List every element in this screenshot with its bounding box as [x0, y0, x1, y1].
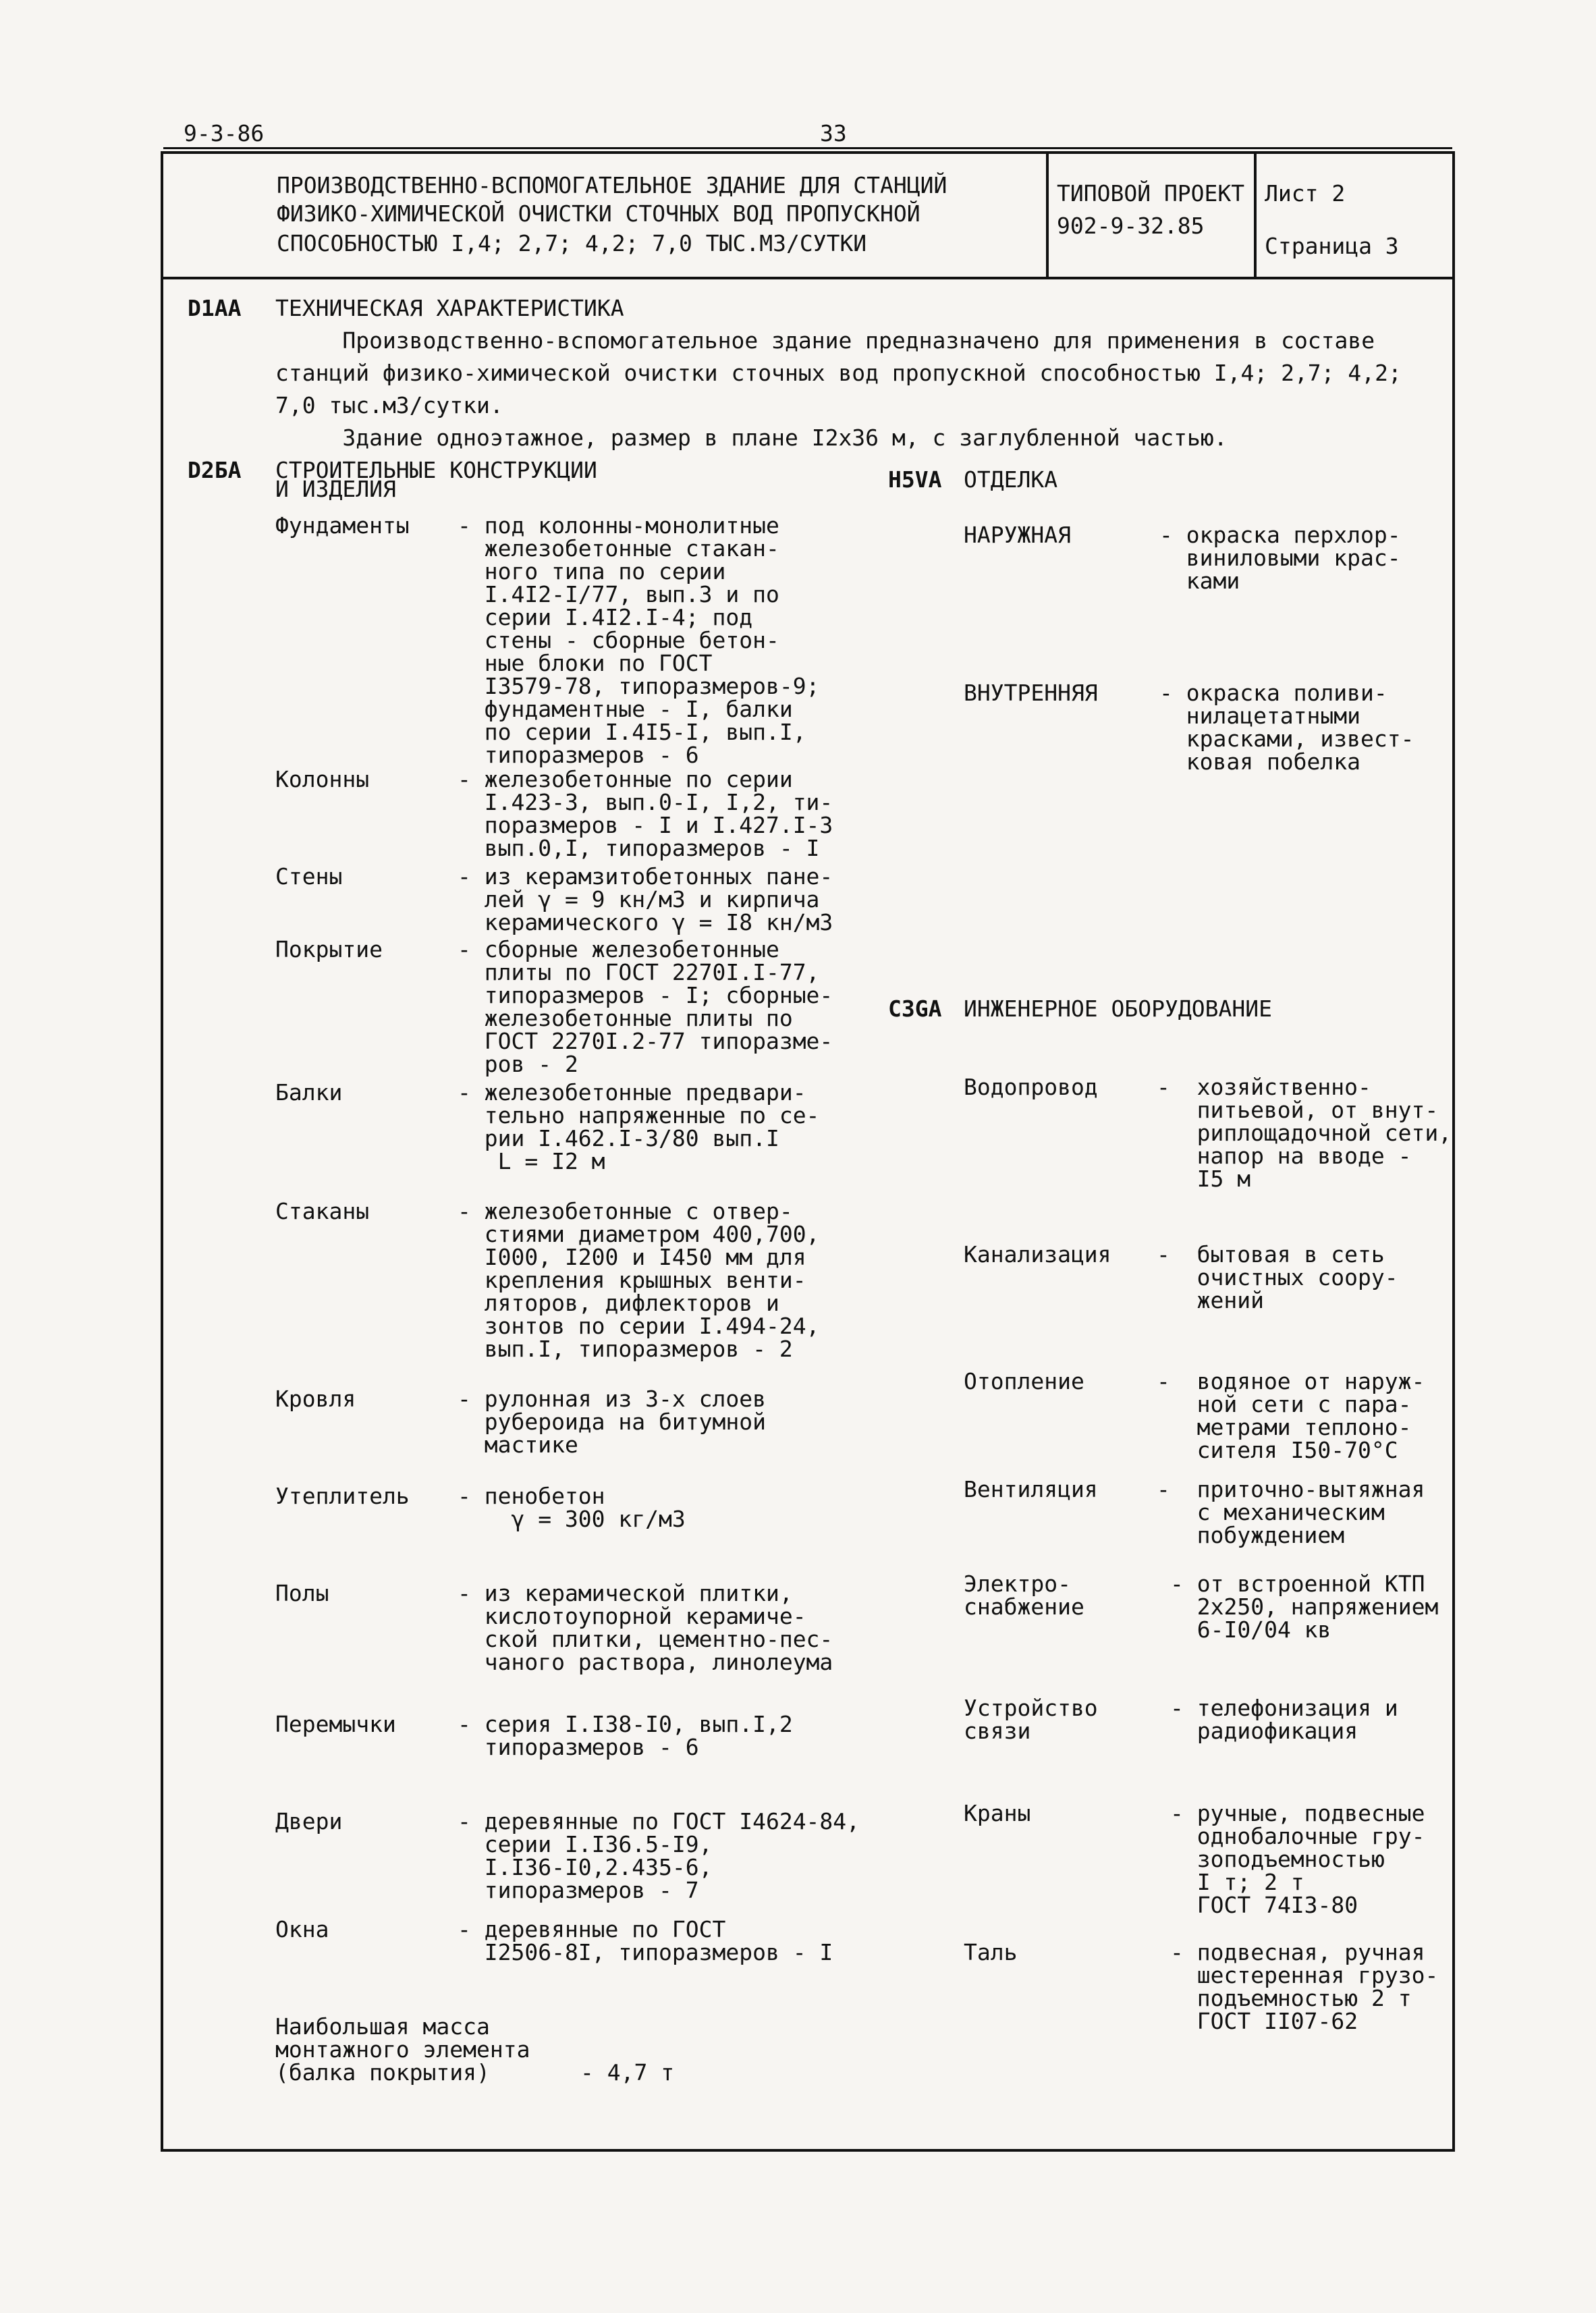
- constr-label: Покрытие: [275, 936, 383, 962]
- tech-line-1: Производственно-вспомогательное здание предназначено для применения в составе: [275, 327, 1375, 354]
- equip-text: - водяное от наруж- ной сети с пара- метрами теплоно- сителя I50-70°С: [1157, 1368, 1425, 1463]
- constr-label: Окна: [275, 1916, 329, 1942]
- constr-text: - деревянные по ГОСТ I2506-8I, типоразмеров - I: [458, 1916, 833, 1965]
- project-label: ТИПОВОЙ ПРОЕКТ: [1057, 180, 1245, 207]
- tech-title: ТЕХНИЧЕСКАЯ ХАРАКТЕРИСТИКА: [275, 295, 624, 321]
- constr-text: - серия I.I38-I0, вып.I,2 типоразмеров - 6: [458, 1711, 793, 1760]
- equipment-code: C3GA: [888, 996, 942, 1022]
- constr-label: Колонны: [275, 766, 370, 792]
- constr-label: Двери: [275, 1808, 343, 1834]
- equip-label: Устройство связи: [964, 1695, 1098, 1744]
- equip-text: - хозяйственно- питьевой, от внут- риплощадочной сети, напор на вводе - I5 м: [1157, 1074, 1452, 1192]
- constr-text: - сборные железобетонные плиты по ГОСТ 2270I.I-77, типоразмеров - I; сборные- железобетонные плиты по ГОСТ 2270I.2-77 типоразме- ров - 2: [458, 936, 833, 1077]
- tech-line-3: 7,0 тыс.м3/сутки.: [275, 392, 503, 418]
- constr-text: - пенобетон γ = 300 кг/м3: [458, 1483, 686, 1532]
- equip-text: - подвесная, ручная шестеренная грузо- подъемностью 2 т ГОСТ II07-62: [1170, 1939, 1439, 2034]
- project-number: 902-9-32.85: [1057, 213, 1205, 239]
- title-line-3: СПОСОБНОСТЬЮ I,4; 2,7; 4,2; 7,0 ТЫС.М3/СУТКИ: [277, 230, 867, 256]
- finishing-title: ОТДЕЛКА: [964, 466, 1058, 493]
- constr-label: Стаканы: [275, 1198, 370, 1224]
- equip-label: Электро- снабжение: [964, 1571, 1084, 1620]
- finishing-label: ВНУТРЕННЯЯ: [964, 680, 1098, 706]
- constructions-title-2: И ИЗДЕЛИЯ: [275, 476, 396, 502]
- finishing-label: НАРУЖНАЯ: [964, 522, 1071, 548]
- title-block-rule: [161, 277, 1455, 279]
- constr-label: Кровля: [275, 1386, 356, 1412]
- title-block-divider-1: [1046, 151, 1049, 278]
- constr-text: - деревянные по ГОСТ I4624-84, серии I.I36.5-I9, I.I36-I0,2.435-6, типоразмеров - 7: [458, 1808, 860, 1903]
- sheet-label: Лист 2: [1265, 180, 1346, 207]
- finishing-text: - окраска поливи- нилацетатными красками, извест- ковая побелка: [1159, 680, 1414, 775]
- equip-label: Таль: [964, 1939, 1018, 1965]
- constr-text: - рулонная из 3-х слоев рубероида на битумной мастике: [458, 1386, 766, 1458]
- equip-text: - от встроенной КТП 2х250, напряжением 6-I0/04 кв: [1170, 1571, 1439, 1643]
- title-line-1: ПРОИЗВОДСТВЕННО-ВСПОМОГАТЕЛЬНОЕ ЗДАНИЕ ДЛЯ СТАНЦИЙ: [277, 172, 947, 198]
- max-mass-value: - 4,7 т: [580, 2059, 675, 2086]
- constr-text: - под колонны-монолитные железобетонные стакан- ного типа по серии I.4I2-I/77, вып.3 и по серии I.4I2.I-4; под стены - сборные бетон- ные блоки по ГОСТ I3579-78, типоразмеров-9; фундаментные - I, балки по серии I.4I5-I, вып.I, типоразмеров - 6: [458, 512, 820, 768]
- equip-text: - ручные, подвесные однобалочные гру- зоподъемностью I т; 2 т ГОСТ 74I3-80: [1170, 1800, 1425, 1918]
- equip-label: Вентиляция: [964, 1476, 1098, 1502]
- constr-text: - железобетонные с отвер- стиями диаметром 400,700, I000, I200 и I450 мм для крепления крышных венти- ляторов, дифлекторов и зонтов по серии I.494-24, вып.I, типоразмеров - 2: [458, 1198, 820, 1362]
- equip-label: Водопровод: [964, 1074, 1098, 1100]
- constr-text: - из керамической плитки, кислотоупорной керамиче- ской плитки, цементно-пес- чаного раствора, линолеума: [458, 1580, 833, 1675]
- constr-label: Балки: [275, 1079, 343, 1106]
- constructions-code: D2БA: [188, 457, 242, 483]
- finishing-code: H5VA: [888, 466, 942, 493]
- constr-label: Стены: [275, 863, 343, 890]
- constr-text: - железобетонные предвари- тельно напряженные по се- рии I.462.I-3/80 вып.I L = I2 м: [458, 1079, 820, 1174]
- equipment-title: ИНЖЕНЕРНОЕ ОБОРУДОВАНИЕ: [964, 996, 1272, 1022]
- equip-label: Отопление: [964, 1368, 1084, 1394]
- equip-text: - приточно-вытяжная с механическим побуждением: [1157, 1476, 1425, 1548]
- tech-line-2: станций физико-химической очистки сточных вод пропускной способностью I,4; 2,7; 4,2;: [275, 360, 1402, 386]
- constr-label: Утеплитель: [275, 1483, 410, 1509]
- top-rule: [163, 147, 1452, 149]
- equip-text: - бытовая в сеть очистных соору- жений: [1157, 1241, 1398, 1313]
- equip-label: Канализация: [964, 1241, 1111, 1268]
- equip-label: Краны: [964, 1800, 1031, 1826]
- title-block-divider-2: [1254, 151, 1257, 278]
- constr-text: - железобетонные по серии I.423-3, вып.0-I, I,2, ти- поразмеров - I и I.427.I-3 вып.0,I, типоразмеров - I: [458, 766, 833, 861]
- title-line-2: ФИЗИКО-ХИМИЧЕСКОЙ ОЧИСТКИ СТОЧНЫХ ВОД ПРОПУСКНОЙ: [277, 200, 920, 227]
- constructions-title-1: СТРОИТЕЛЬНЫЕ КОНСТРУКЦИИ: [275, 457, 597, 483]
- constr-label: Полы: [275, 1580, 329, 1606]
- constr-text: - из керамзитобетонных пане- лей γ = 9 кн/м3 и кирпича керамического γ = I8 кн/м3: [458, 863, 833, 935]
- finishing-text: - окраска перхлор- виниловыми крас- ками: [1159, 522, 1401, 594]
- max-mass-label: Наибольшая масса монтажного элемента (балка покрытия): [275, 2013, 530, 2086]
- page-number: 33: [820, 120, 847, 146]
- tech-line-4: Здание одноэтажное, размер в плане I2x36 м, с заглубленной частью.: [275, 425, 1228, 451]
- constr-label: Перемычки: [275, 1711, 396, 1737]
- equip-text: - телефонизация и радиофикация: [1170, 1695, 1398, 1744]
- doc-code: 9-3-86: [184, 120, 265, 146]
- tech-code: D1AA: [188, 295, 242, 321]
- page-label: Страница 3: [1265, 233, 1399, 259]
- constr-label: Фундаменты: [275, 512, 410, 539]
